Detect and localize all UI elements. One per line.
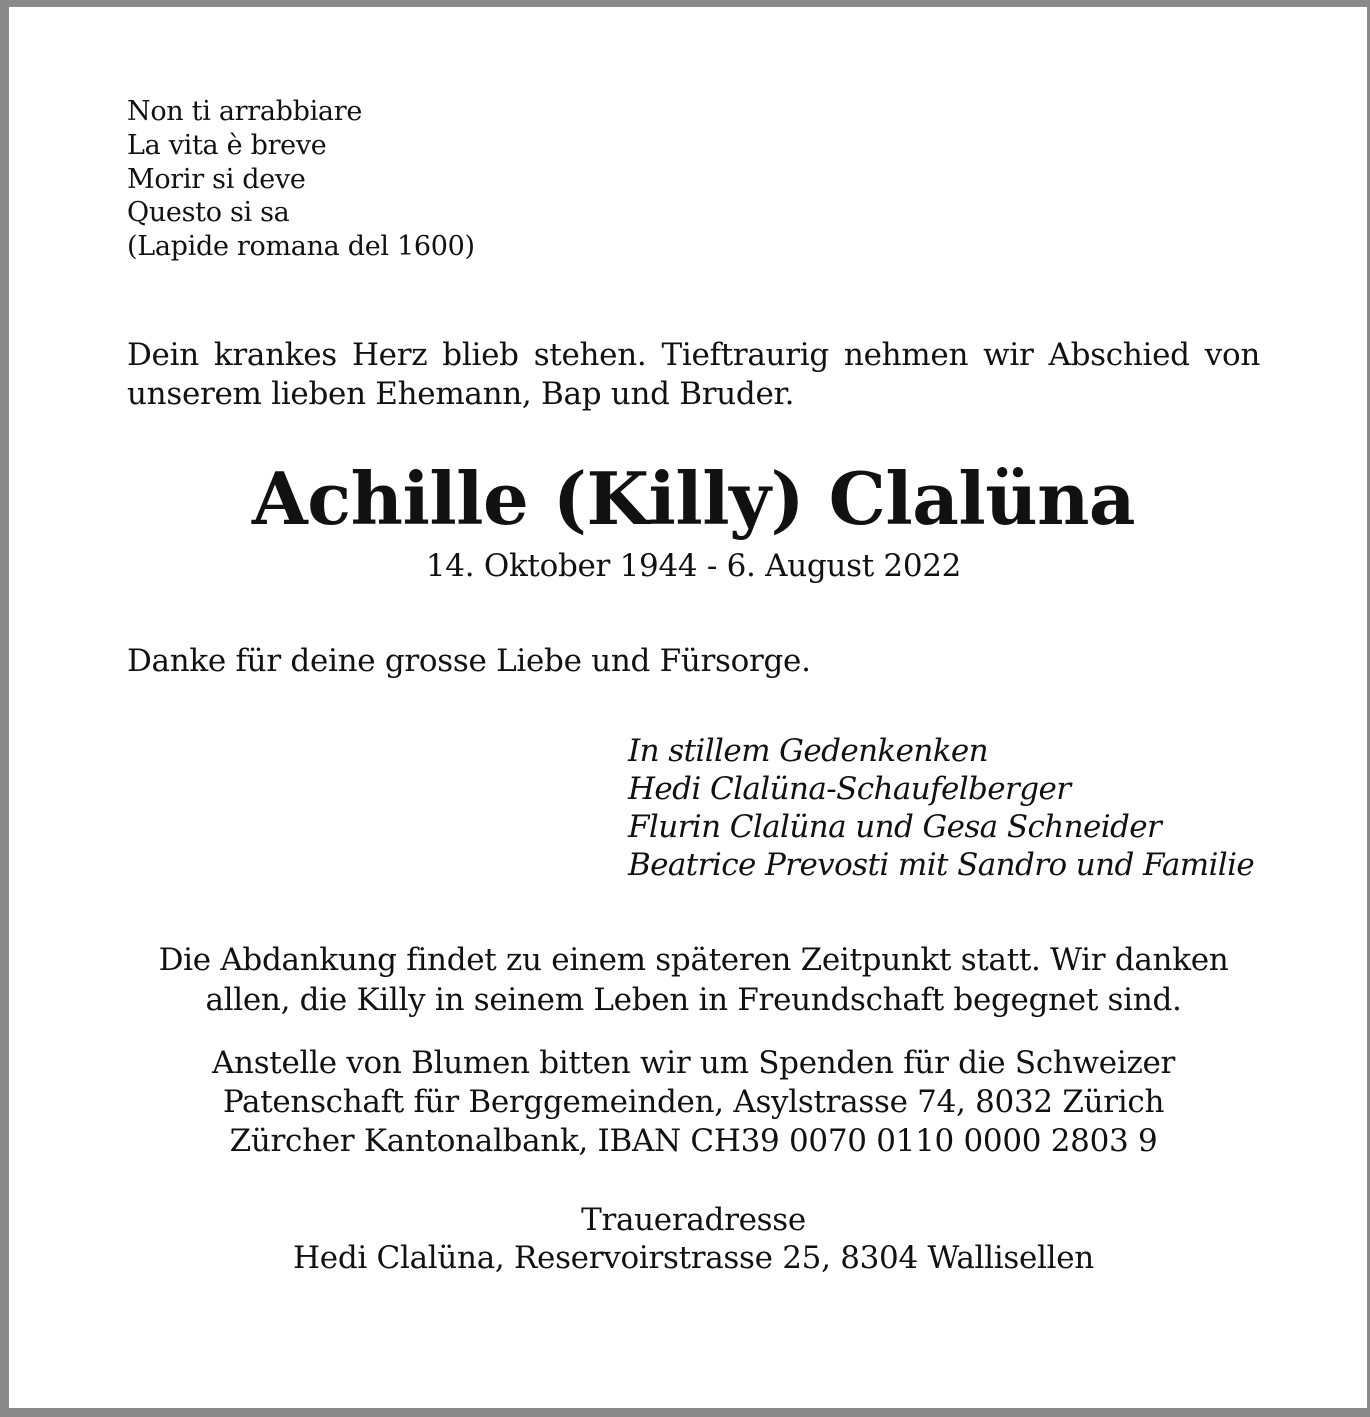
mourner-name: Flurin Clalüna und Gesa Schneider bbox=[628, 809, 1162, 845]
donation-bank-line: Zürcher Kantonalbank, IBAN CH39 0070 0110 0000 2803 9 bbox=[229, 1123, 1158, 1159]
verse-line: La vita è breve bbox=[127, 129, 327, 161]
thanks-text: Danke für deine grosse Liebe und Fürsorge. bbox=[127, 643, 811, 679]
service-line: Die Abdankung findet zu einem späteren Zeitpunkt statt. Wir danken bbox=[158, 942, 1229, 978]
service-notice bbox=[127, 940, 1260, 1020]
address-label: Traueradresse bbox=[581, 1202, 806, 1238]
verse-line: Questo si sa bbox=[127, 197, 290, 229]
mourner-name: Beatrice Prevosti mit Sandro und Familie bbox=[628, 847, 1255, 883]
verse-line: Morir si deve bbox=[127, 163, 306, 195]
address-line: Hedi Clalüna, Reservoirstrasse 25, 8304 Wallisellen bbox=[293, 1240, 1094, 1276]
mourners-heading: In stillem Gedenkenken bbox=[628, 733, 989, 769]
verse-line: Non ti arrabbiare bbox=[127, 96, 363, 127]
intro-text: Dein krankes Herz blieb stehen. Tieftraurig nehmen wir Abschied von unserem lieben Ehemann, Bap und Bruder. bbox=[127, 337, 1260, 412]
donation-line: Anstelle von Blumen bitten wir um Spenden für die Schweizer bbox=[211, 1045, 1176, 1081]
deceased-name: Achille (Killy) Clalüna bbox=[251, 456, 1136, 541]
donation-line: Patenschaft für Berggemeinden, Asylstrasse 74, 8032 Zürich bbox=[222, 1084, 1165, 1120]
life-dates: 14. Oktober 1944 - 6. August 2022 bbox=[425, 548, 962, 584]
mourner-name: Hedi Clalüna-Schaufelberger bbox=[628, 771, 1071, 807]
service-line: allen, die Killy in seinem Leben in Freundschaft begegnet sind. bbox=[205, 982, 1182, 1018]
italian-verse bbox=[127, 95, 475, 264]
mourning-address bbox=[127, 1201, 1260, 1277]
donation-notice bbox=[127, 1044, 1260, 1161]
mourners-signature bbox=[628, 732, 1254, 884]
verse-source: (Lapide romana del 1600) bbox=[127, 231, 475, 263]
